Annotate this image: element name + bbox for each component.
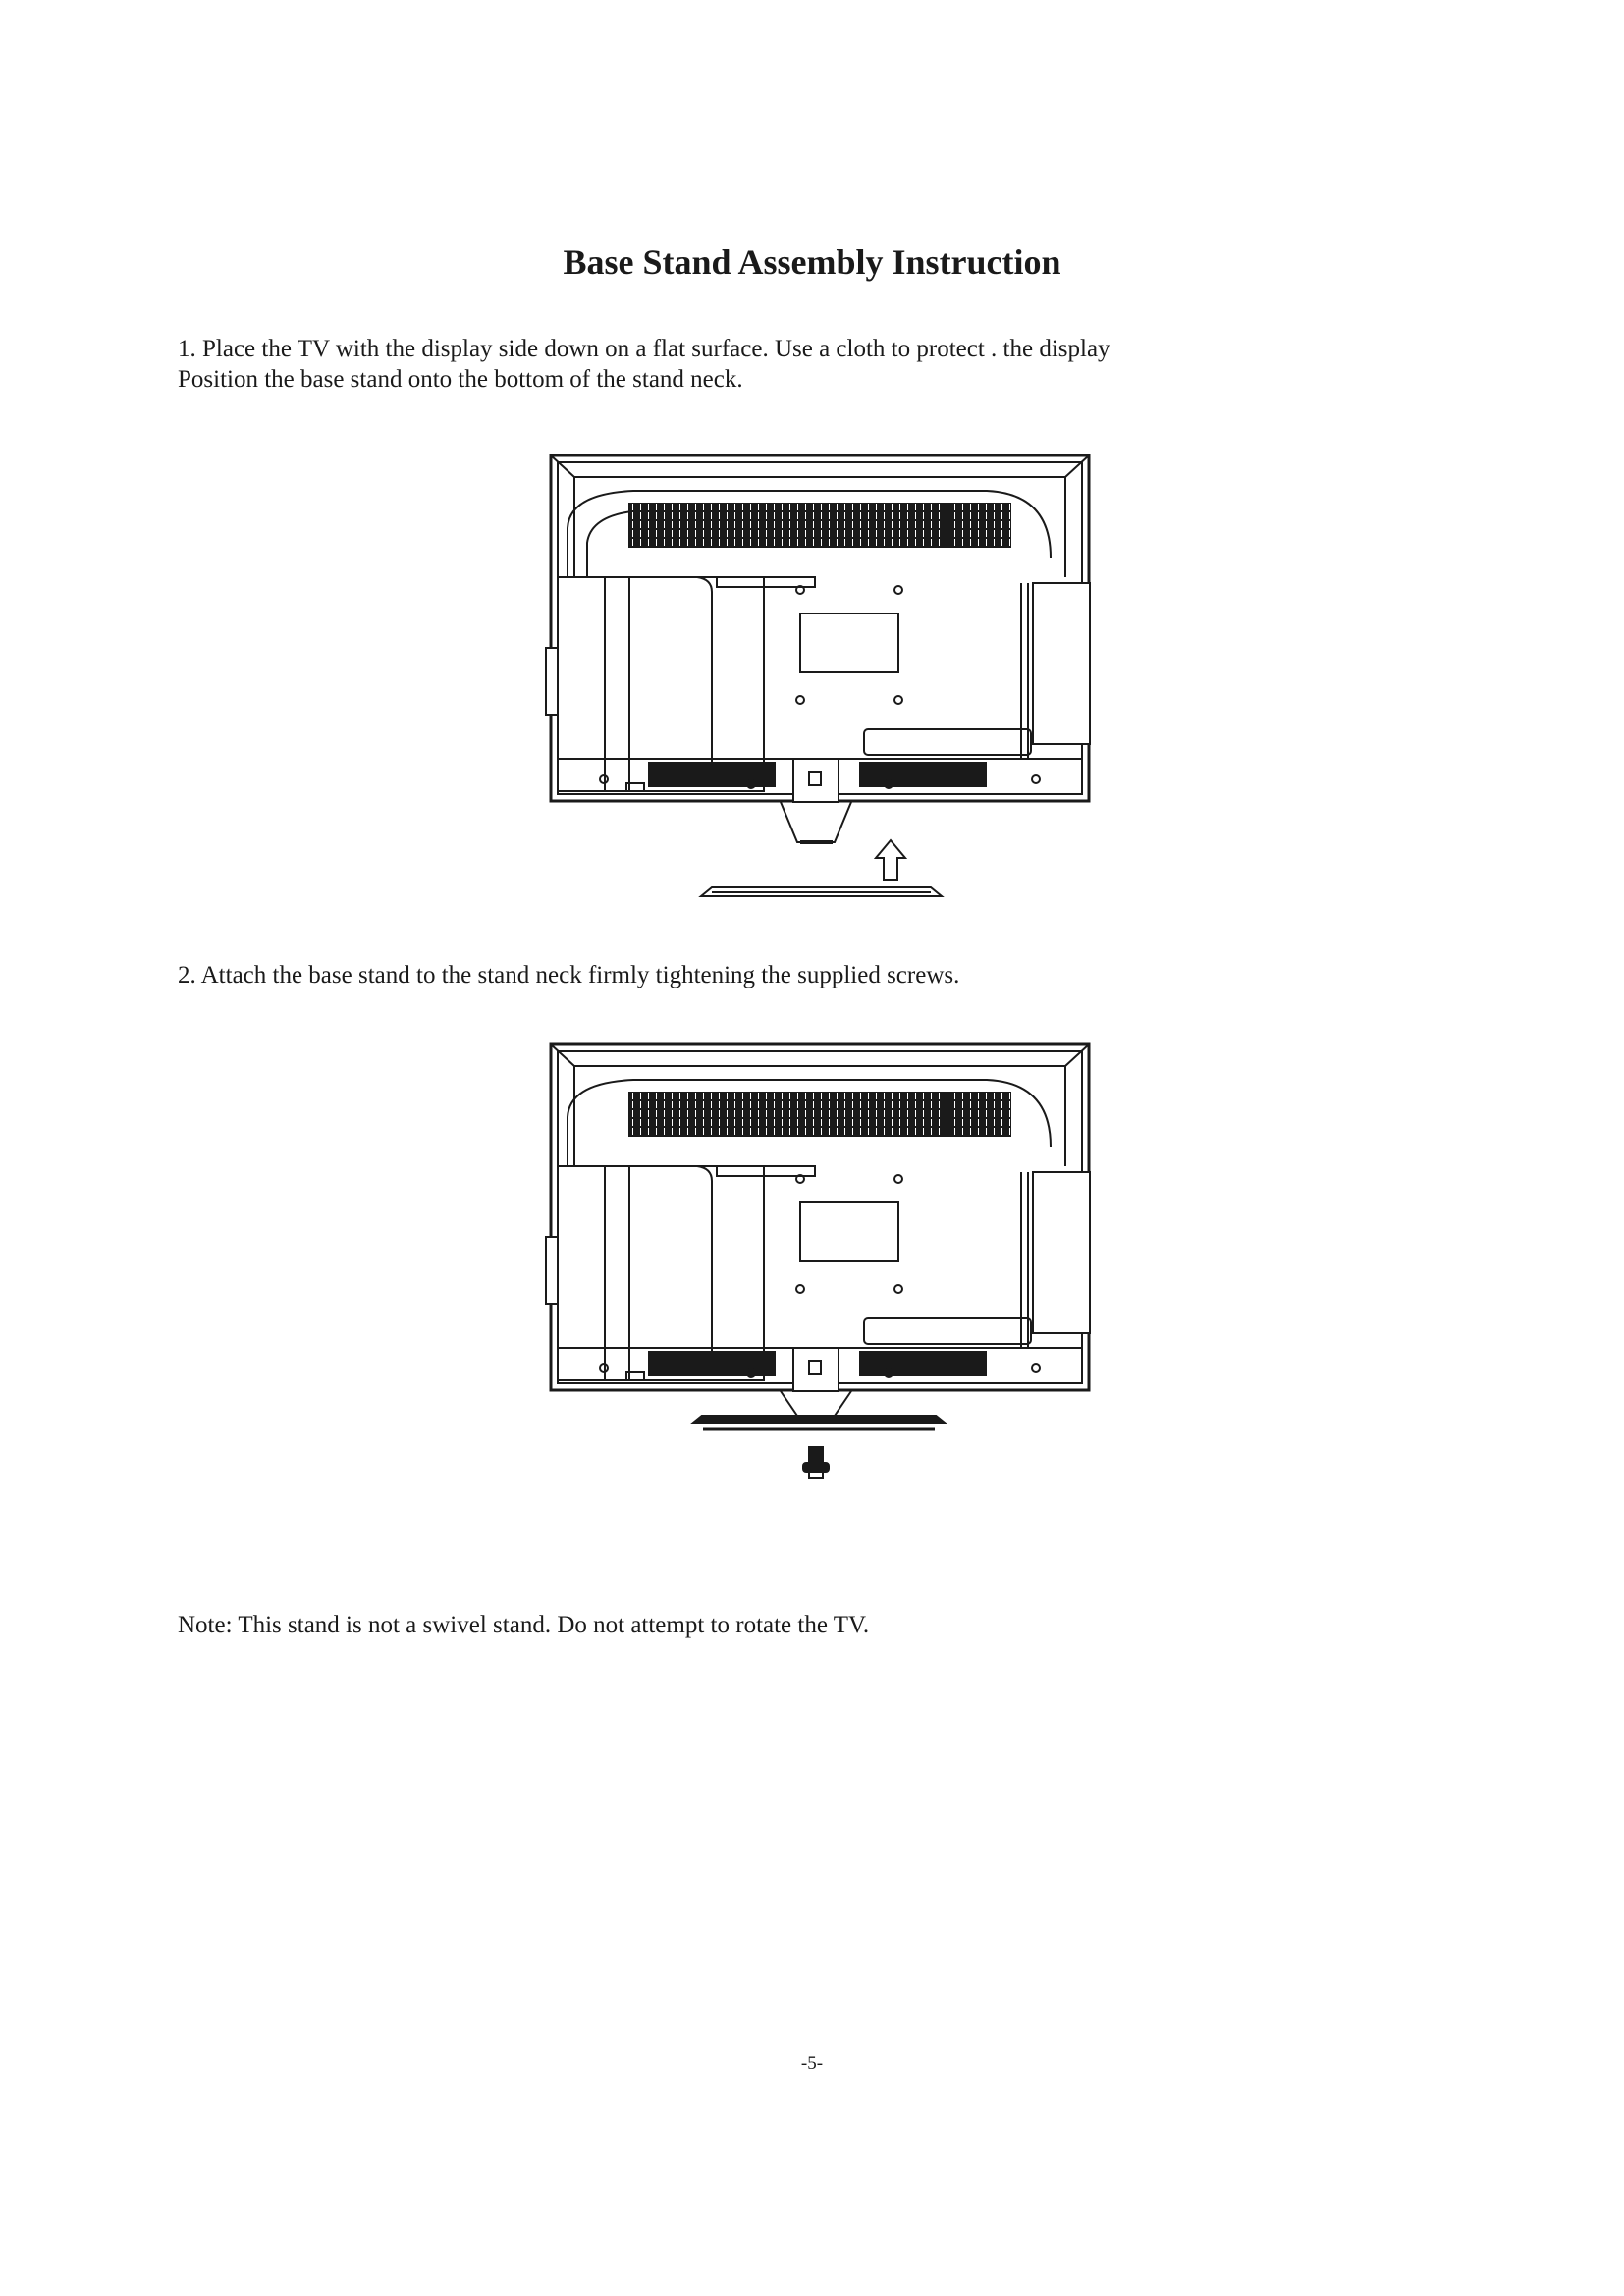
screw-icon — [803, 1447, 829, 1478]
tv-rear-base-stand-attached-illustration — [540, 1039, 1100, 1490]
base-stand — [693, 1415, 945, 1429]
step2-instruction: 2. Attach the base stand to the stand neck firmly tightening the supplied screws. — [178, 962, 960, 988]
tv-rear-base-stand-position-illustration — [540, 450, 1100, 899]
figure-2-stand-attached — [540, 1039, 1100, 1490]
base-stand — [701, 887, 942, 896]
figure-1-stand-position — [540, 450, 1100, 899]
tv-body — [546, 455, 1090, 801]
up-arrow-icon — [876, 840, 905, 880]
tv-body — [546, 1044, 1090, 1390]
note: Note: This stand is not a swivel stand. Do not attempt to rotate the TV. — [178, 1612, 870, 1638]
page-number: -5- — [800, 2054, 824, 2074]
step1-instruction-line1: 1. Place the TV with the display side down on a flat surface. Use a cloth to protect . the display — [178, 336, 1110, 362]
step1-instruction-line2: Position the base stand onto the bottom of the stand neck. — [178, 366, 743, 393]
page-title: Base Stand Assembly Instruction — [563, 242, 1061, 282]
stand-neck — [781, 1348, 851, 1415]
